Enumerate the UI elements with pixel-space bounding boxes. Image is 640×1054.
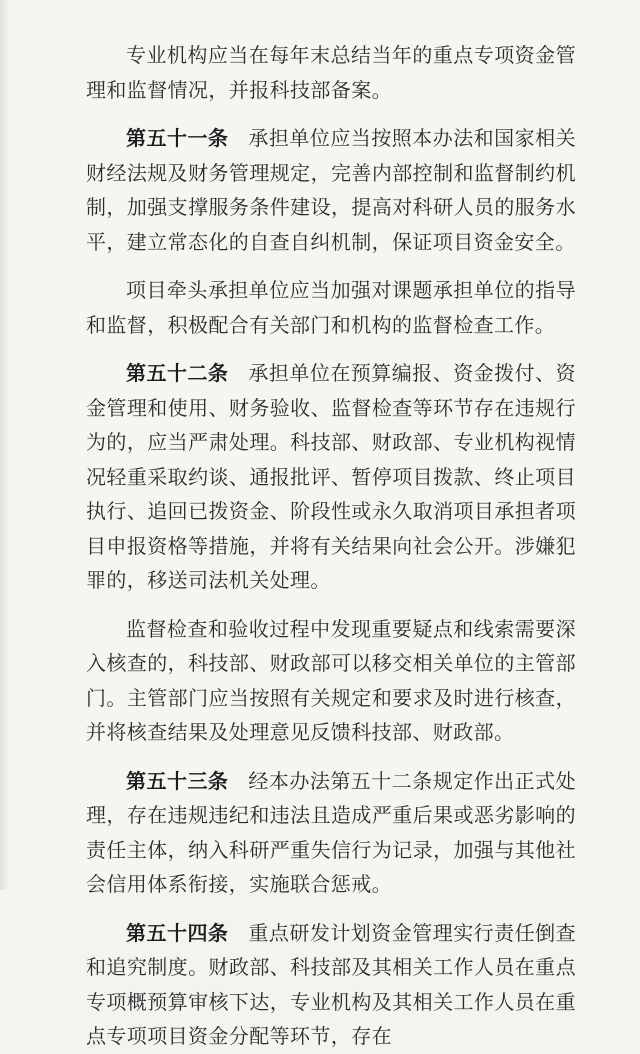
paragraph-text: 承担单位在预算编报、资金拨付、资金管理和使用、财务验收、监督检查等环节存在违规行为的，应当严肃处理。科技部、财政部、专业机构视情况轻重采取约谈、通报批评、暂停项目拨款、终止项目执行、追回已拨资金、阶段性或永久取消项目承担者项目申报资格等措施，并将有关结果向社会公开。涉嫌犯罪的，移送司法机关处理。 bbox=[86, 361, 577, 592]
paragraph-3 bbox=[86, 273, 576, 342]
paragraph-text: 重点研发计划资金管理实行责任倒查和追究制度。财政部、科技部及其相关工作人员在重点专项概预算审核下达，专业机构及其相关工作人员在重点专项项目资金分配等环节，存在 bbox=[86, 920, 577, 1048]
article-heading: 第五十三条 bbox=[126, 768, 229, 793]
paragraph-article-51 bbox=[86, 121, 576, 259]
article-heading: 第五十一条 bbox=[126, 126, 229, 150]
paragraph-1 bbox=[86, 38, 576, 107]
paragraph-article-54 bbox=[86, 916, 576, 1054]
page-edge-shadow bbox=[0, 0, 10, 890]
paragraph-text: 经本办法第五十二条规定作出正式处理，存在违规违纪和违法且造成严重后果或恶劣影响的责任主体，纳入科研严重失信行为记录，加强与其他社会信用体系衔接，实施联合惩戒。 bbox=[86, 768, 577, 896]
paragraph-text: 监督检查和验收过程中发现重要疑点和线索需要深入核查的，科技部、财政部可以移交相关单位的主管部门。主管部门应当按照有关规定和要求及时进行核查，并将核查结果及处理意见反馈科技部、财政部。 bbox=[86, 616, 576, 744]
article-heading: 第五十二条 bbox=[126, 361, 229, 385]
paragraph-text: 专业机构应当在每年末总结当年的重点专项资金管理和监督情况，并报科技部备案。 bbox=[86, 43, 576, 102]
paragraph-article-53 bbox=[86, 764, 576, 902]
paragraph-text: 承担单位应当按照本办法和国家相关财经法规及财务管理规定，完善内部控制和监督制约机制，加强支撑服务条件建设，提高对科研人员的服务水平，建立常态化的自查自纠机制，保证项目资金安全。 bbox=[86, 126, 577, 254]
paragraph-5 bbox=[86, 612, 576, 750]
paragraph-article-52 bbox=[86, 356, 576, 598]
article-heading: 第五十四条 bbox=[126, 920, 229, 945]
paragraph-text: 项目牵头承担单位应当加强对课题承担单位的指导和监督，积极配合有关部门和机构的监督检查工作。 bbox=[86, 278, 576, 337]
